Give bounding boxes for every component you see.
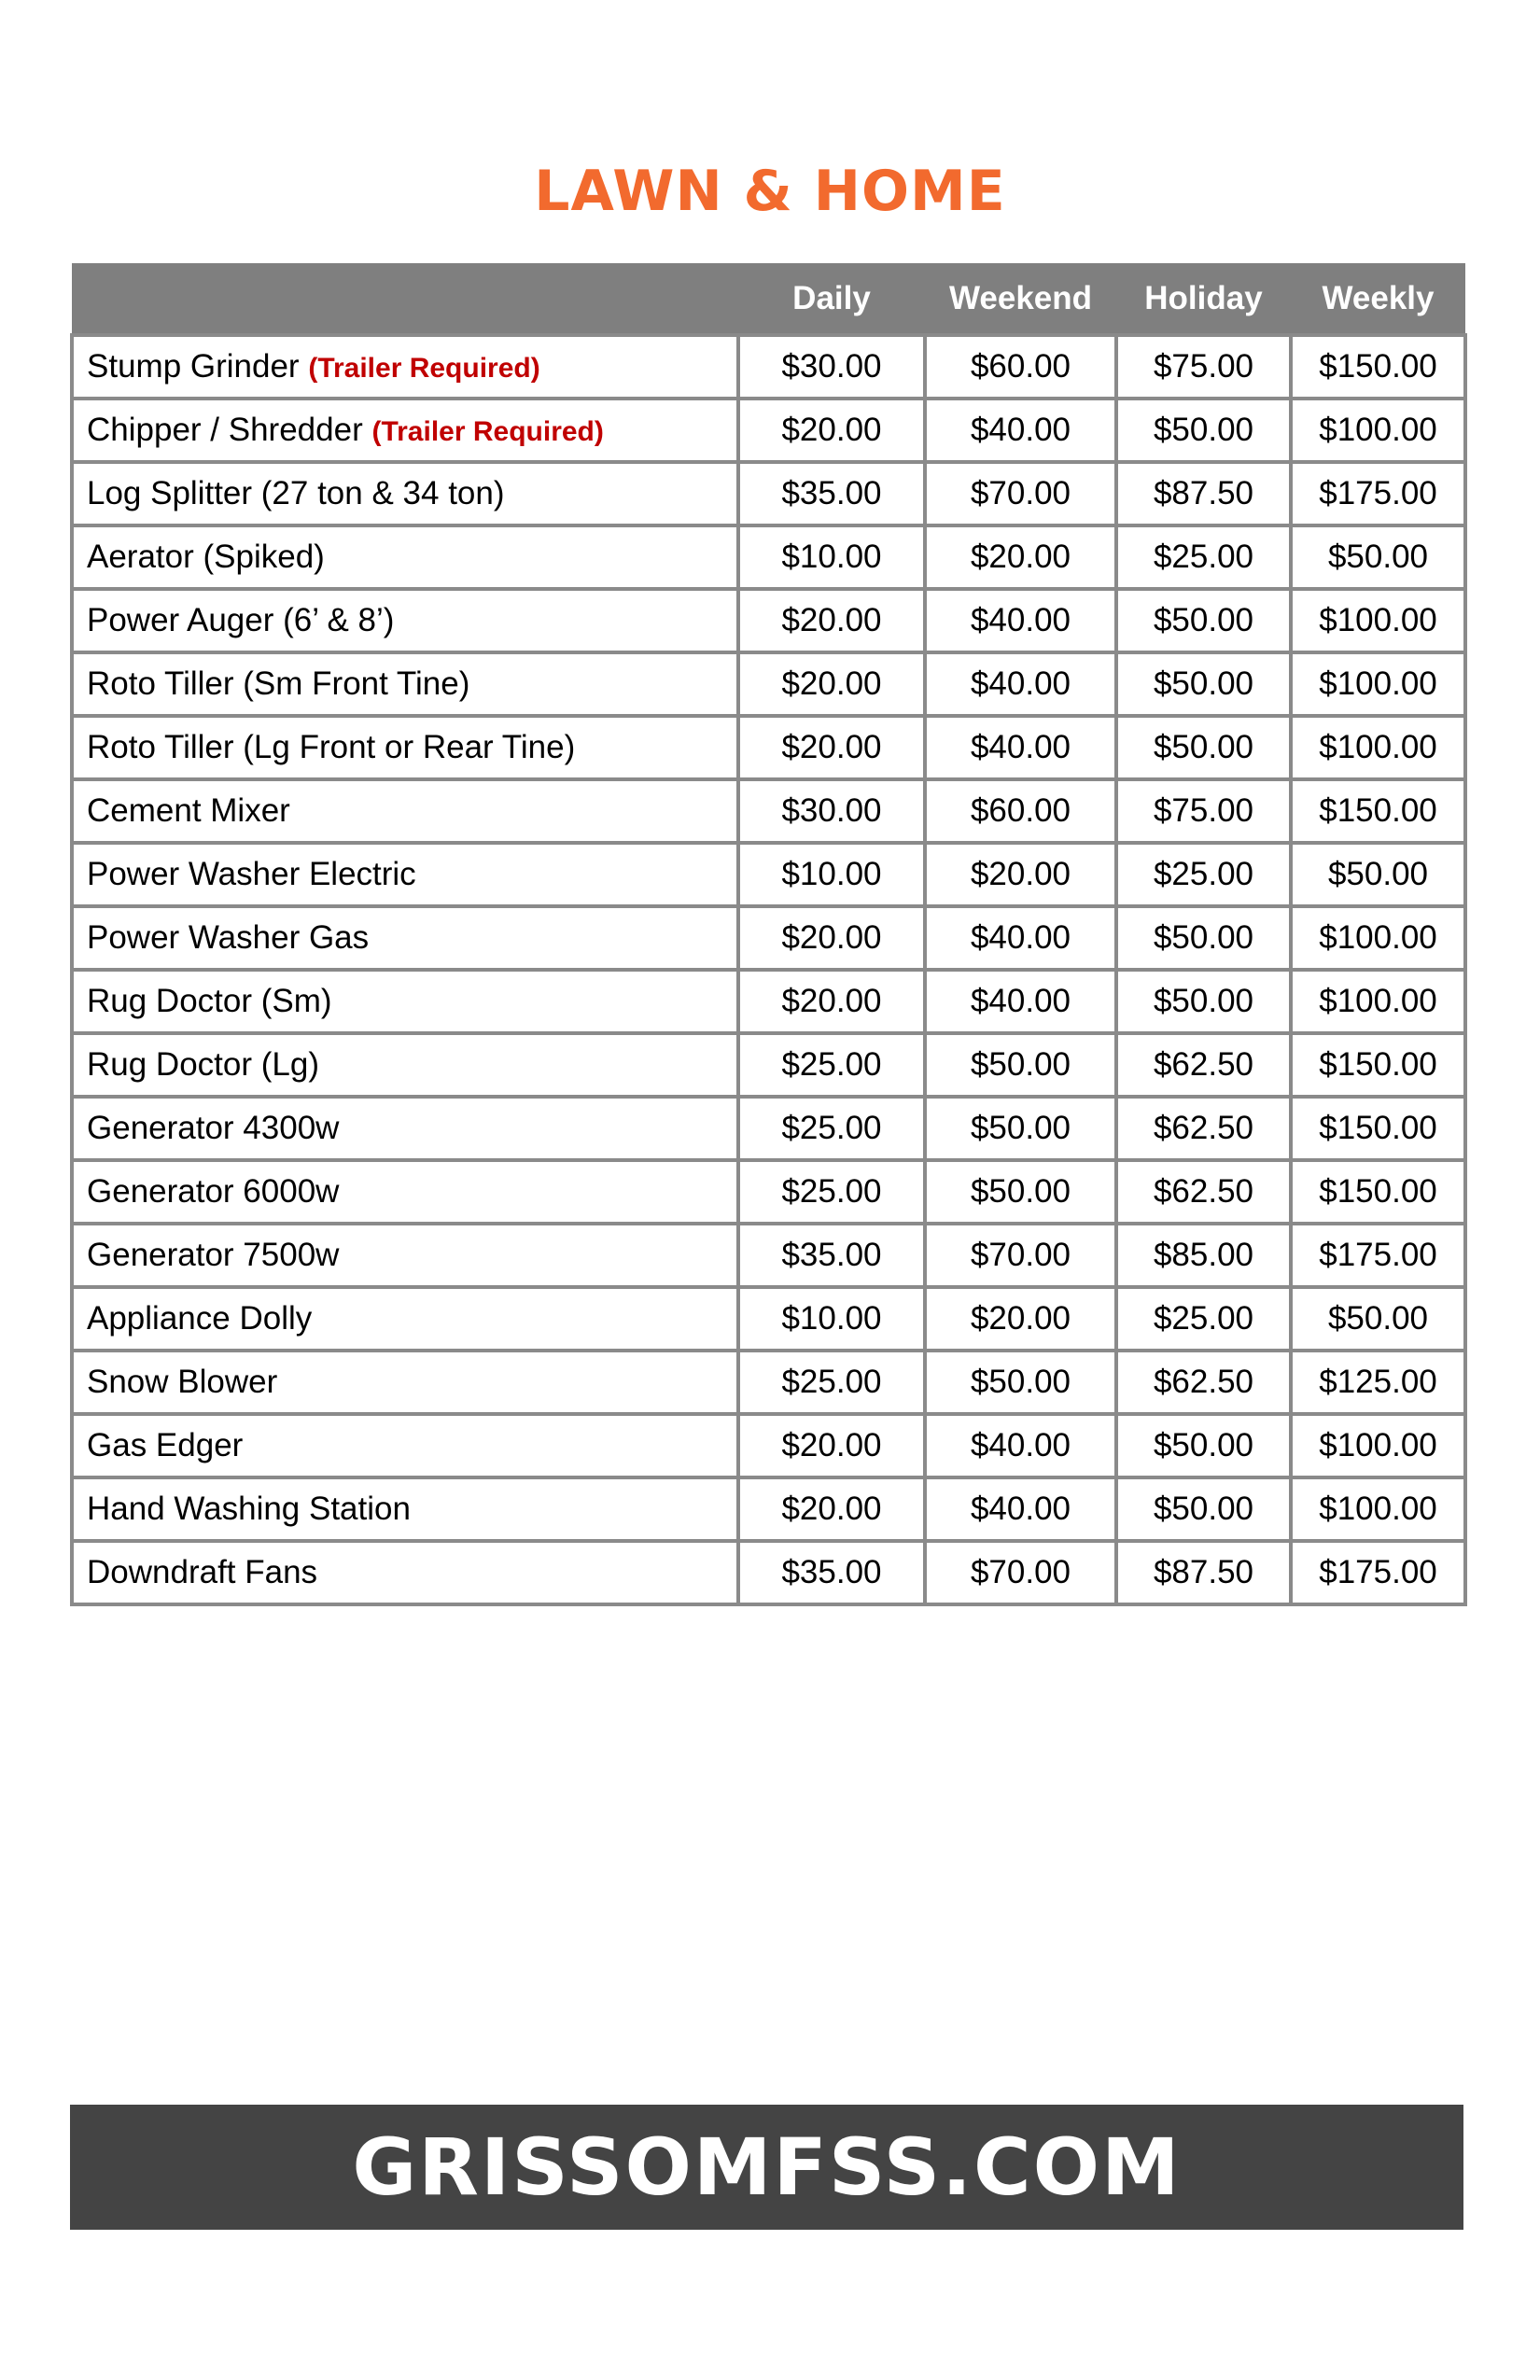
table-row — [72, 1541, 1465, 1604]
weekly-price: $100.00 — [1291, 716, 1465, 779]
weekly-price: $175.00 — [1291, 1224, 1465, 1287]
item-name: Generator 7500w — [87, 1237, 340, 1273]
item-cell — [72, 716, 738, 779]
daily-price: $35.00 — [738, 1224, 925, 1287]
daily-price: $30.00 — [738, 335, 925, 399]
weekend-price: $40.00 — [925, 906, 1116, 970]
item-name: Stump Grinder — [87, 348, 300, 385]
weekend-price: $40.00 — [925, 399, 1116, 462]
table-row — [72, 1414, 1465, 1477]
table-row — [72, 462, 1465, 525]
holiday-price: $85.00 — [1116, 1224, 1291, 1287]
weekly-price: $150.00 — [1291, 1160, 1465, 1224]
holiday-price: $50.00 — [1116, 589, 1291, 652]
table-row — [72, 843, 1465, 906]
table-row — [72, 589, 1465, 652]
item-name: Snow Blower — [87, 1364, 278, 1400]
holiday-price: $50.00 — [1116, 716, 1291, 779]
item-cell — [72, 843, 738, 906]
table-row — [72, 399, 1465, 462]
weekly-price: $100.00 — [1291, 399, 1465, 462]
table-row — [72, 525, 1465, 589]
item-cell — [72, 1541, 738, 1604]
weekend-price: $40.00 — [925, 652, 1116, 716]
daily-price: $20.00 — [738, 1414, 925, 1477]
item-cell — [72, 906, 738, 970]
item-name: Log Splitter (27 ton & 34 ton) — [87, 475, 505, 511]
holiday-price: $87.50 — [1116, 462, 1291, 525]
item-name: Appliance Dolly — [87, 1300, 313, 1337]
weekend-price: $40.00 — [925, 1477, 1116, 1541]
weekly-price: $50.00 — [1291, 1287, 1465, 1351]
daily-price: $20.00 — [738, 589, 925, 652]
weekend-price: $20.00 — [925, 1287, 1116, 1351]
holiday-price: $25.00 — [1116, 1287, 1291, 1351]
column-header-daily: Daily — [738, 263, 925, 335]
daily-price: $25.00 — [738, 1351, 925, 1414]
daily-price: $20.00 — [738, 970, 925, 1033]
weekly-price: $175.00 — [1291, 462, 1465, 525]
rental-rates-table — [70, 263, 1467, 1606]
table-row — [72, 1477, 1465, 1541]
column-header-weekly: Weekly — [1291, 263, 1465, 335]
daily-price: $25.00 — [738, 1033, 925, 1097]
daily-price: $10.00 — [738, 525, 925, 589]
item-name: Rug Doctor (Sm) — [87, 983, 332, 1019]
weekend-price: $40.00 — [925, 716, 1116, 779]
weekend-price: $60.00 — [925, 335, 1116, 399]
daily-price: $10.00 — [738, 843, 925, 906]
item-cell — [72, 652, 738, 716]
item-cell — [72, 779, 738, 843]
weekend-price: $50.00 — [925, 1160, 1116, 1224]
daily-price: $20.00 — [738, 906, 925, 970]
weekend-price: $20.00 — [925, 843, 1116, 906]
item-cell — [72, 1351, 738, 1414]
table-row — [72, 335, 1465, 399]
weekend-price: $40.00 — [925, 589, 1116, 652]
weekend-price: $20.00 — [925, 525, 1116, 589]
item-name: Gas Edger — [87, 1427, 244, 1463]
weekend-price: $50.00 — [925, 1097, 1116, 1160]
table-row — [72, 970, 1465, 1033]
item-cell — [72, 335, 738, 399]
daily-price: $35.00 — [738, 1541, 925, 1604]
item-cell — [72, 589, 738, 652]
weekly-price: $150.00 — [1291, 1033, 1465, 1097]
item-cell — [72, 399, 738, 462]
table-row — [72, 716, 1465, 779]
item-name: Power Auger (6’ & 8’) — [87, 602, 395, 638]
weekly-price: $175.00 — [1291, 1541, 1465, 1604]
item-cell — [72, 1287, 738, 1351]
website-url: GRISSOMFSS.COM — [352, 2121, 1182, 2213]
column-header-item — [72, 263, 738, 335]
holiday-price: $87.50 — [1116, 1541, 1291, 1604]
daily-price: $20.00 — [738, 399, 925, 462]
item-name: Chipper / Shredder — [87, 412, 363, 448]
item-cell — [72, 525, 738, 589]
table-header-row — [72, 263, 1465, 335]
item-note: (Trailer Required) — [371, 416, 604, 447]
item-name: Generator 4300w — [87, 1110, 340, 1146]
table-row — [72, 1224, 1465, 1287]
weekend-price: $40.00 — [925, 1414, 1116, 1477]
table-row — [72, 1033, 1465, 1097]
item-cell — [72, 1414, 738, 1477]
weekly-price: $50.00 — [1291, 525, 1465, 589]
item-name: Hand Washing Station — [87, 1491, 411, 1527]
daily-price: $25.00 — [738, 1160, 925, 1224]
weekly-price: $100.00 — [1291, 1414, 1465, 1477]
weekly-price: $100.00 — [1291, 970, 1465, 1033]
weekly-price: $100.00 — [1291, 1477, 1465, 1541]
weekend-price: $50.00 — [925, 1033, 1116, 1097]
holiday-price: $50.00 — [1116, 1414, 1291, 1477]
item-cell — [72, 1224, 738, 1287]
table-row — [72, 779, 1465, 843]
holiday-price: $50.00 — [1116, 1477, 1291, 1541]
table-row — [72, 1287, 1465, 1351]
table-row — [72, 652, 1465, 716]
daily-price: $20.00 — [738, 652, 925, 716]
weekly-price: $150.00 — [1291, 779, 1465, 843]
daily-price: $30.00 — [738, 779, 925, 843]
weekend-price: $70.00 — [925, 1224, 1116, 1287]
weekly-price: $100.00 — [1291, 589, 1465, 652]
item-cell — [72, 1097, 738, 1160]
weekly-price: $100.00 — [1291, 652, 1465, 716]
table-row — [72, 1097, 1465, 1160]
weekly-price: $150.00 — [1291, 1097, 1465, 1160]
weekend-price: $40.00 — [925, 970, 1116, 1033]
holiday-price: $25.00 — [1116, 843, 1291, 906]
holiday-price: $62.50 — [1116, 1351, 1291, 1414]
daily-price: $20.00 — [738, 716, 925, 779]
item-name: Generator 6000w — [87, 1173, 340, 1210]
weekly-price: $125.00 — [1291, 1351, 1465, 1414]
item-cell — [72, 1160, 738, 1224]
item-name: Roto Tiller (Lg Front or Rear Tine) — [87, 729, 576, 765]
weekly-price: $150.00 — [1291, 335, 1465, 399]
weekend-price: $70.00 — [925, 462, 1116, 525]
item-cell — [72, 1477, 738, 1541]
item-cell — [72, 1033, 738, 1097]
table-body — [72, 335, 1465, 1604]
daily-price: $35.00 — [738, 462, 925, 525]
table-row — [72, 1160, 1465, 1224]
item-name: Roto Tiller (Sm Front Tine) — [87, 665, 470, 702]
holiday-price: $50.00 — [1116, 399, 1291, 462]
item-name: Rug Doctor (Lg) — [87, 1046, 319, 1083]
daily-price: $25.00 — [738, 1097, 925, 1160]
holiday-price: $62.50 — [1116, 1097, 1291, 1160]
holiday-price: $50.00 — [1116, 652, 1291, 716]
holiday-price: $62.50 — [1116, 1033, 1291, 1097]
holiday-price: $75.00 — [1116, 335, 1291, 399]
weekly-price: $50.00 — [1291, 843, 1465, 906]
item-cell — [72, 462, 738, 525]
weekend-price: $60.00 — [925, 779, 1116, 843]
holiday-price: $25.00 — [1116, 525, 1291, 589]
holiday-price: $75.00 — [1116, 779, 1291, 843]
daily-price: $10.00 — [738, 1287, 925, 1351]
weekly-price: $100.00 — [1291, 906, 1465, 970]
item-note: (Trailer Required) — [308, 353, 540, 384]
daily-price: $20.00 — [738, 1477, 925, 1541]
holiday-price: $50.00 — [1116, 906, 1291, 970]
table-row — [72, 906, 1465, 970]
item-name: Power Washer Gas — [87, 919, 370, 956]
holiday-price: $50.00 — [1116, 970, 1291, 1033]
item-name: Power Washer Electric — [87, 856, 416, 892]
column-header-weekend: Weekend — [925, 263, 1116, 335]
weekend-price: $70.00 — [925, 1541, 1116, 1604]
table-row — [72, 1351, 1465, 1414]
item-name: Downdraft Fans — [87, 1554, 318, 1590]
item-name: Aerator (Spiked) — [87, 539, 325, 575]
item-name: Cement Mixer — [87, 792, 290, 829]
column-header-holiday: Holiday — [1116, 263, 1291, 335]
footer-banner — [70, 2105, 1463, 2230]
weekend-price: $50.00 — [925, 1351, 1116, 1414]
holiday-price: $62.50 — [1116, 1160, 1291, 1224]
page-title: LAWN & HOME — [534, 159, 1006, 224]
item-cell — [72, 970, 738, 1033]
